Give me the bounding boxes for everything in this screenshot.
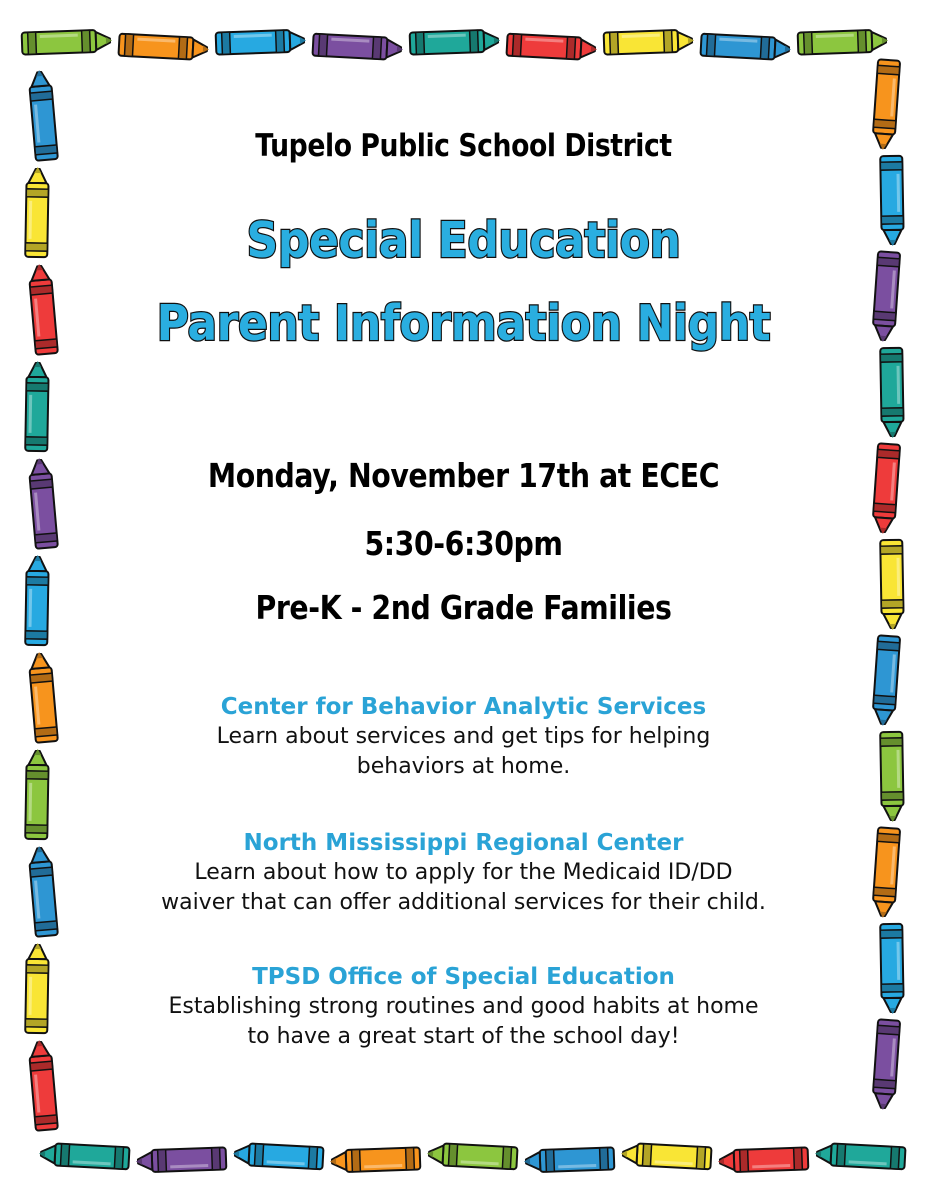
section-heading: TPSD Office of Special Education: [252, 964, 675, 990]
event-audience: Pre-K - 2nd Grade Families: [255, 588, 672, 627]
crayon-icon: [880, 732, 904, 822]
event-time: 5:30-6:30pm: [364, 524, 563, 563]
crayon-icon: [25, 749, 49, 839]
section-body-line: Learn about services and get tips for helping: [216, 724, 711, 749]
crayon-icon: [25, 361, 49, 451]
section-behavior-services: [80, 692, 847, 782]
event-date-location: Monday, November 17th at ECEC: [207, 456, 720, 495]
crayon-icon: [28, 69, 58, 161]
flyer-content: [80, 0, 847, 1200]
crayon-icon: [872, 443, 900, 534]
crayon-icon: [25, 555, 49, 645]
crayon-icon: [872, 827, 900, 918]
section-special-education-office: [80, 962, 847, 1052]
crayon-icon: [880, 924, 904, 1014]
crayon-icon: [872, 1019, 900, 1110]
crayon-icon: [880, 156, 904, 246]
crayon-icon: [28, 457, 58, 549]
crayon-icon: [25, 943, 49, 1033]
section-body-line: to have a great start of the school day!: [247, 1024, 680, 1049]
crayon-icon: [28, 1039, 58, 1131]
section-body-line: waiver that can offer additional services for their child.: [161, 890, 766, 915]
section-body-line: behaviors at home.: [356, 754, 571, 779]
section-heading: North Mississippi Regional Center: [243, 830, 684, 856]
crayon-icon: [25, 167, 49, 257]
crayon-icon: [872, 251, 900, 342]
section-body-line: Learn about how to apply for the Medicaid ID/DD: [194, 860, 733, 885]
crayon-icon: [872, 635, 900, 726]
event-title-line-1: Special Education: [246, 212, 681, 269]
crayon-icon: [28, 263, 58, 355]
crayon-icon: [28, 651, 58, 743]
crayon-icon: [28, 845, 58, 937]
section-regional-center: [80, 828, 847, 918]
district-name: Tupelo Public School District: [255, 128, 672, 164]
section-heading: Center for Behavior Analytic Services: [220, 694, 707, 720]
crayon-icon: [880, 540, 904, 630]
crayon-icon: [880, 348, 904, 438]
crayon-icon: [872, 59, 900, 150]
event-title-line-2: Parent Information Night: [156, 295, 771, 352]
section-body-line: Establishing strong routines and good habits at home: [168, 994, 759, 1019]
